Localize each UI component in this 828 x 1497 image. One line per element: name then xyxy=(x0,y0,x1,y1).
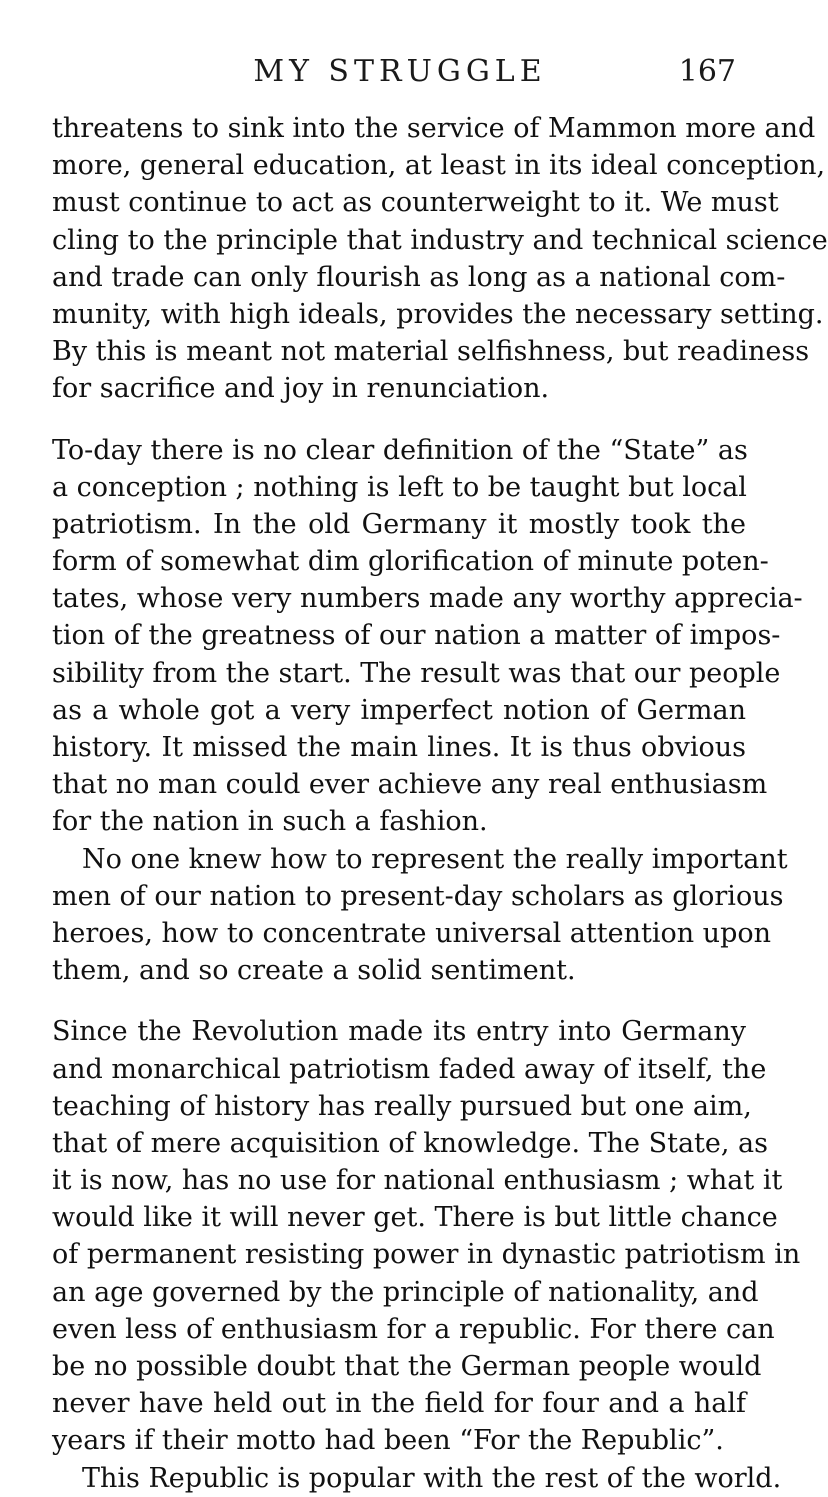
text-line: more, general education, at least in its ideal conception, xyxy=(52,150,826,182)
text-line: be no possible doubt that the German people would xyxy=(52,1351,762,1382)
text-line: and trade can only flourish as long as a national com- xyxy=(52,261,786,293)
text-line: tion of the greatness of our nation a matter of impos- xyxy=(52,620,781,652)
text-line: that no man could ever achieve any real enthusiasm xyxy=(52,769,768,801)
paragraph xyxy=(52,1013,801,1459)
text-line: cling to the principle that industry and technical science xyxy=(52,224,828,256)
text-line: and monarchical patriotism faded away of itself, the xyxy=(52,1053,767,1085)
paragraph xyxy=(52,432,803,841)
text-line: even less of enthusiasm for a republic. For there can xyxy=(52,1313,775,1345)
text-line: a conception ; nothing is left to be taught but local xyxy=(52,471,747,503)
text-line: To-day there is no clear definition of the “State” as xyxy=(52,434,748,466)
text-line: No one knew how to represent the really important xyxy=(82,843,788,875)
text-line: history. It missed the main lines. It is thus obvious xyxy=(52,732,746,763)
text-line: men of our nation to present-day scholars as glorious xyxy=(52,880,784,912)
text-line: form of somewhat dim glorification of minute poten- xyxy=(52,546,769,578)
text-line: heroes, how to concentrate universal attention upon xyxy=(52,917,771,949)
text-line: would like it will never get. There is but little chance xyxy=(52,1202,778,1234)
text-line: an age governed by the principle of nationality, and xyxy=(52,1276,759,1308)
text-line: teaching of history has really pursued but one aim, xyxy=(52,1090,752,1122)
running-title: MY STRUGGLE xyxy=(253,54,547,89)
text-line: them, and so create a solid sentiment. xyxy=(52,955,576,987)
text-line: munity, with high ideals, provides the necessary setting. xyxy=(52,298,824,330)
paragraph xyxy=(52,110,828,408)
running-head xyxy=(0,52,800,92)
text-line: it is now, has no use for national enthusiasm ; what it xyxy=(52,1165,783,1197)
text-line: years if their motto had been “For the Republic”. xyxy=(52,1425,724,1457)
paragraph-gap xyxy=(52,408,746,432)
text-line: for the nation in such a fashion. xyxy=(52,806,488,838)
text-line: as a whole got a very imperfect notion of German xyxy=(52,694,746,726)
text-line: never have held out in the field for four and a half xyxy=(52,1388,746,1420)
text-line: that of mere acquisition of knowledge. The State, as xyxy=(52,1127,769,1159)
text-line: tates, whose very numbers made any worthy apprecia- xyxy=(52,583,803,615)
text-line: Since the Revolution made its entry into Germany xyxy=(52,1016,746,1048)
paragraph xyxy=(52,1460,782,1497)
text-line: must continue to act as counterweight to it. We must xyxy=(52,187,779,219)
paragraph xyxy=(52,841,788,990)
text-line: sibility from the start. The result was that our people xyxy=(52,657,781,689)
text-line: threatens to sink into the service of Mammon more and xyxy=(52,113,816,144)
text-line: This Republic is popular with the rest of the world. xyxy=(82,1462,782,1494)
paragraph-gap xyxy=(52,989,746,1013)
text-line: for sacrifice and joy in renunciation. xyxy=(52,373,550,405)
text-line: By this is meant not material selfishness, but readiness xyxy=(52,336,810,368)
text-line: of permanent resisting power in dynastic patriotism in xyxy=(52,1239,801,1271)
page-number: 167 xyxy=(678,54,736,89)
text-line: patriotism. In the old Germany it mostly took the xyxy=(52,508,746,540)
body-text xyxy=(52,110,828,1497)
